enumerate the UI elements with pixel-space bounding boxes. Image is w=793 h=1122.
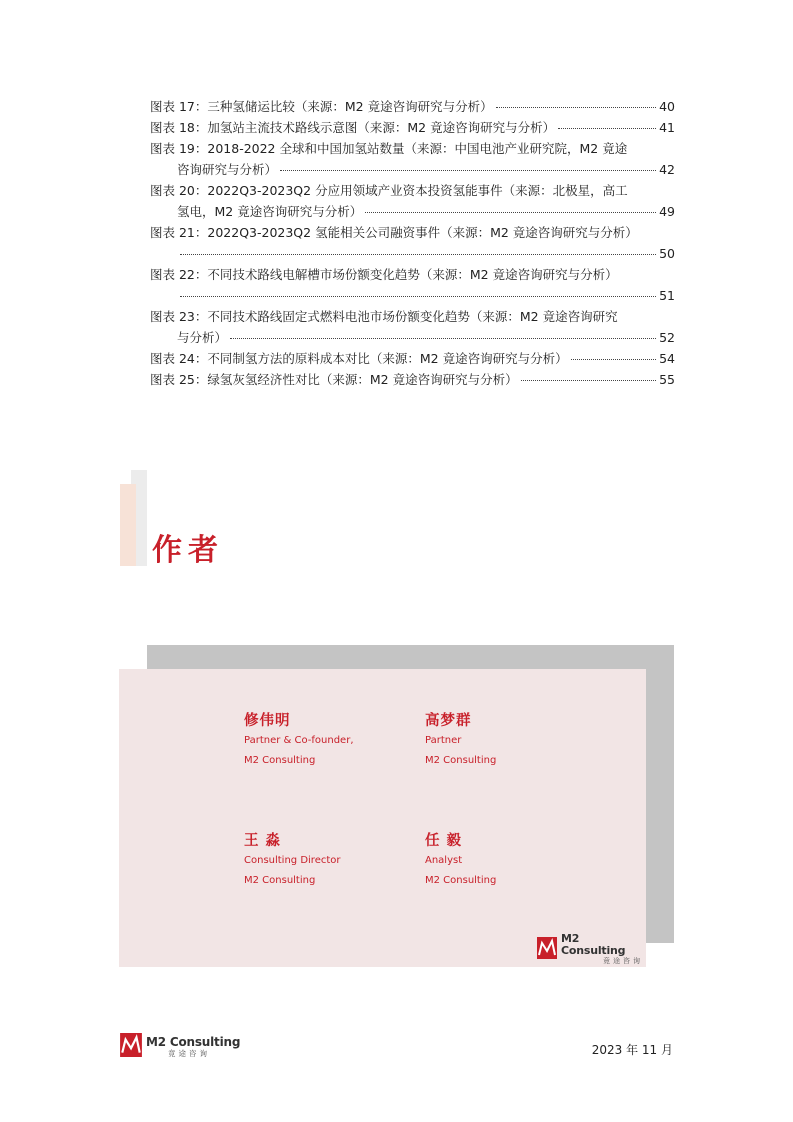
toc-leader bbox=[571, 359, 657, 360]
toc-entry-title: 图表 24：不同制氢方法的原料成本对比（来源：M2 竟途咨询研究与分析） bbox=[150, 351, 568, 366]
toc-entry-title: 图表 20：2022Q3-2023Q2 分应用领域产业资本投资氢能事件（来源：北极星，高工 bbox=[150, 183, 628, 198]
author-role: Partner & Co-founder, bbox=[244, 735, 354, 746]
author-role: Partner bbox=[425, 735, 462, 746]
toc-entry[interactable] bbox=[150, 117, 675, 138]
author-org: M2 Consulting bbox=[244, 875, 316, 886]
toc-leader bbox=[496, 107, 657, 108]
m2-logo-icon bbox=[537, 937, 557, 963]
toc-entry[interactable] bbox=[150, 96, 675, 117]
author-role: Analyst bbox=[425, 855, 463, 866]
toc-page-number: 40 bbox=[659, 99, 675, 114]
logo-name-en: M2 Consulting bbox=[561, 932, 626, 957]
author-org: M2 Consulting bbox=[425, 875, 497, 886]
toc-leader bbox=[280, 170, 656, 171]
toc-leader bbox=[180, 254, 656, 255]
author-card-item bbox=[425, 709, 496, 771]
toc-entry-title: 图表 22：不同技术路线电解槽市场份额变化趋势（来源：M2 竟途咨询研究与分析） bbox=[150, 267, 618, 282]
toc-page-number: 54 bbox=[659, 351, 675, 366]
toc-leader bbox=[558, 128, 656, 129]
logo-name-en: M2 Consulting bbox=[146, 1034, 241, 1049]
toc-entry[interactable] bbox=[150, 264, 675, 306]
toc-page-number: 51 bbox=[659, 288, 675, 303]
toc-page-number: 50 bbox=[659, 246, 675, 261]
author-card-item bbox=[244, 829, 341, 891]
section-accent-bar-peach bbox=[120, 484, 136, 566]
author-org: M2 Consulting bbox=[244, 755, 316, 766]
toc-entry[interactable] bbox=[150, 222, 675, 264]
figure-list bbox=[150, 96, 675, 390]
toc-entry-title: 图表 19：2018-2022 全球和中国加氢站数量（来源：中国电池产业研究院，M2 竟途 bbox=[150, 141, 628, 156]
toc-page-number: 55 bbox=[659, 372, 675, 387]
toc-entry-title: 图表 21：2022Q3-2023Q2 氢能相关公司融资事件（来源：M2 竟途咨询研究与分析） bbox=[150, 225, 638, 240]
author-card-item bbox=[244, 709, 354, 771]
footer-logo bbox=[120, 1033, 240, 1061]
toc-leader bbox=[180, 296, 656, 297]
logo-name-cn: 竟途咨询 bbox=[603, 957, 643, 965]
author-name: 王 淼 bbox=[244, 833, 282, 849]
author-name: 高梦群 bbox=[425, 713, 472, 729]
toc-entry[interactable] bbox=[150, 369, 675, 390]
toc-leader bbox=[521, 380, 657, 381]
toc-entry-title: 图表 23：不同技术路线固定式燃料电池市场份额变化趋势（来源：M2 竟途咨询研究 bbox=[150, 309, 618, 324]
toc-entry[interactable] bbox=[150, 138, 675, 180]
authors-card bbox=[119, 669, 646, 967]
toc-page-number: 42 bbox=[659, 162, 675, 177]
toc-entry[interactable] bbox=[150, 348, 675, 369]
toc-entry[interactable] bbox=[150, 180, 675, 222]
author-name: 修伟明 bbox=[244, 713, 291, 729]
publish-date: 2023 年 11 月 bbox=[591, 1043, 673, 1057]
toc-leader bbox=[365, 212, 656, 213]
author-role: Consulting Director bbox=[244, 855, 341, 866]
toc-entry[interactable] bbox=[150, 306, 675, 348]
logo-name-cn: 竟途咨询 bbox=[168, 1048, 210, 1058]
m2-logo-icon bbox=[120, 1033, 142, 1061]
toc-entry-title-cont: 与分析） bbox=[177, 330, 228, 345]
toc-entry-title-cont: 咨询研究与分析） bbox=[177, 162, 278, 177]
toc-leader bbox=[230, 338, 656, 339]
toc-entry-title: 图表 18：加氢站主流技术路线示意图（来源：M2 竟途咨询研究与分析） bbox=[150, 120, 556, 135]
section-title: 作者 bbox=[152, 533, 224, 568]
author-name: 任 毅 bbox=[425, 833, 463, 849]
author-card-item bbox=[425, 829, 496, 891]
toc-entry-title-cont: 氢电，M2 竟途咨询研究与分析） bbox=[177, 204, 363, 219]
toc-entry-title: 图表 17：三种氢储运比较（来源：M2 竟途咨询研究与分析） bbox=[150, 99, 493, 114]
author-org: M2 Consulting bbox=[425, 755, 497, 766]
toc-page-number: 41 bbox=[659, 120, 675, 135]
toc-entry-title: 图表 25：绿氢灰氢经济性对比（来源：M2 竟途咨询研究与分析） bbox=[150, 372, 518, 387]
toc-page-number: 52 bbox=[659, 330, 675, 345]
card-logo bbox=[537, 933, 646, 966]
toc-page-number: 49 bbox=[659, 204, 675, 219]
